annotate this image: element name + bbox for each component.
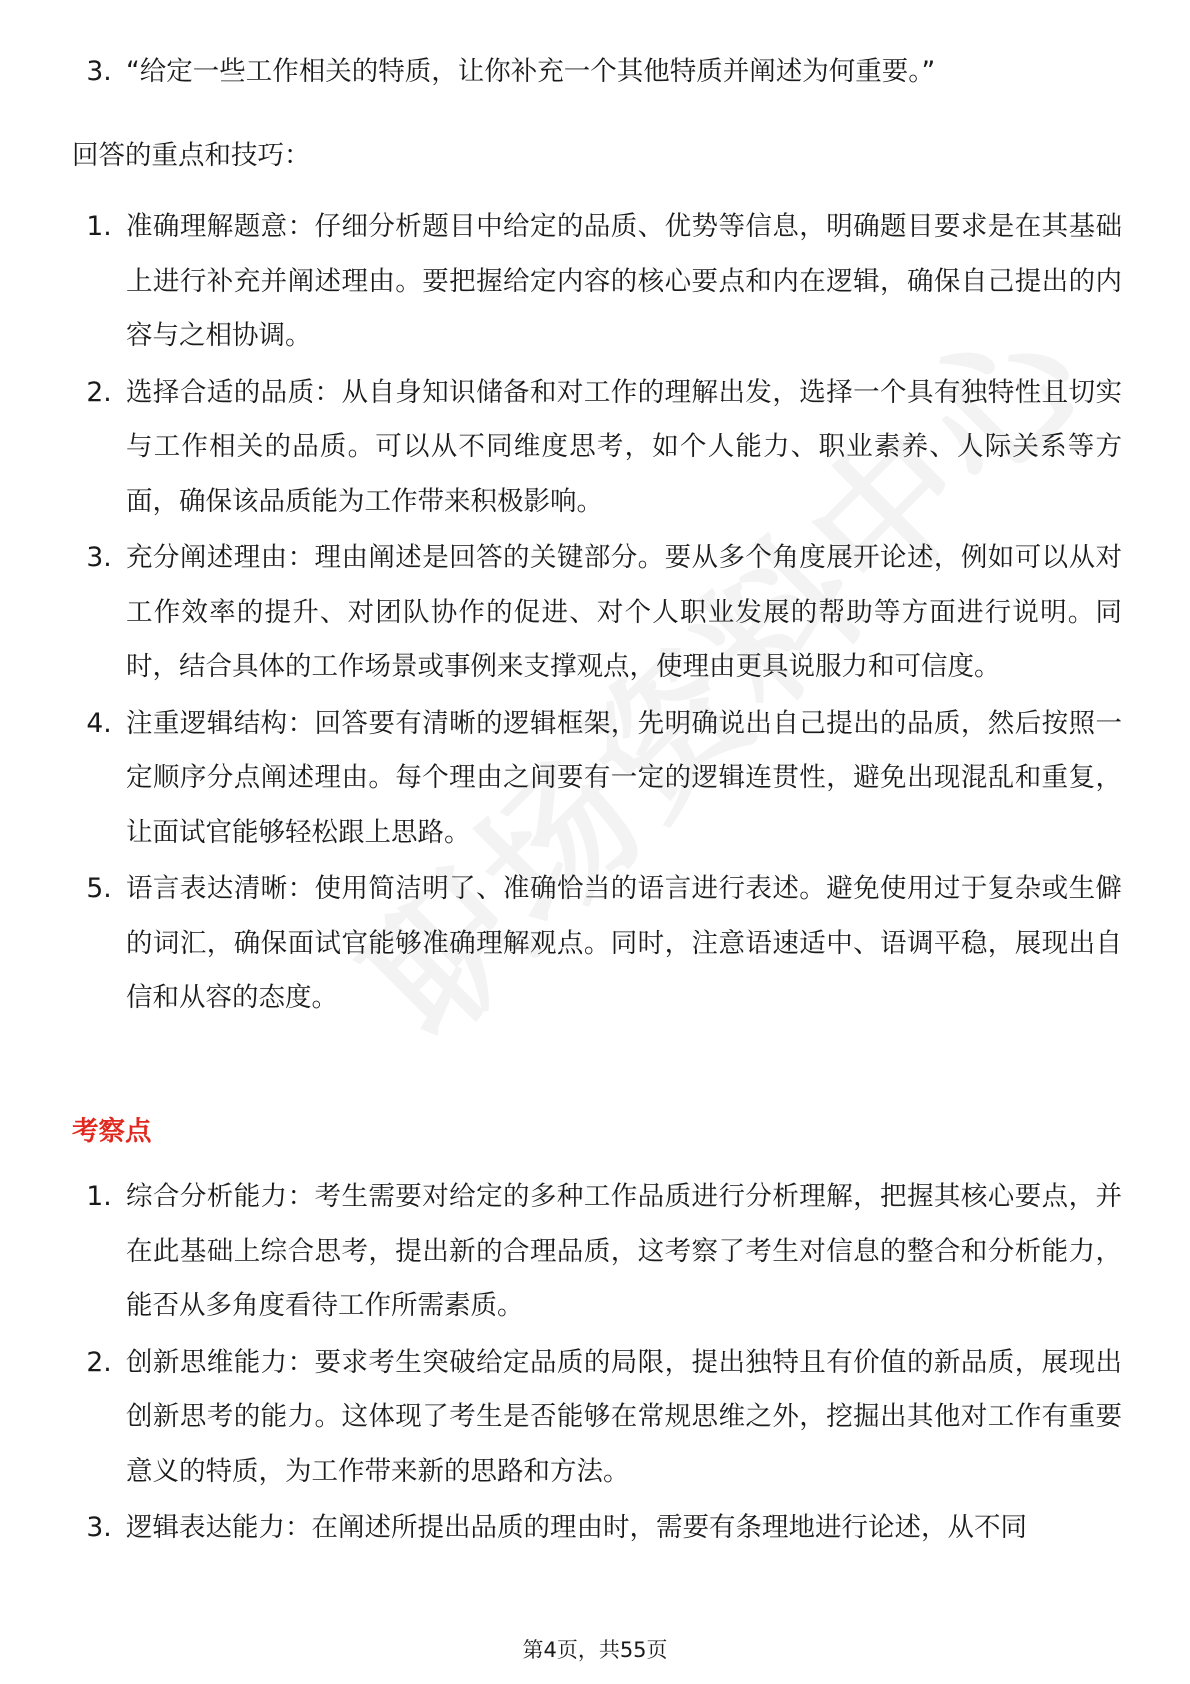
list-item-text: 综合分析能力：考生需要对给定的多种工作品质进行分析理解，把握其核心要点，并在此基础上综合思考，提出新的合理品质，这考察了考生对信息的整合和分析能力，能否从多角度看待工作所需素质。: [126, 1181, 1122, 1321]
list-item: [72, 531, 1122, 695]
assessment-points-list: [72, 1170, 1122, 1558]
list-item: [72, 200, 1122, 364]
list-item-text: 语言表达清晰：使用简洁明了、准确恰当的语言进行表述。避免使用过于复杂或生僻的词汇，确保面试官能够准确理解观点。同时，注意语速适中、语调平稳，展现出自信和从容的态度。: [126, 873, 1122, 1013]
tips-heading: 回答的重点和技巧：: [72, 140, 311, 171]
tips-list: [72, 200, 1122, 1028]
list-item: [72, 697, 1122, 861]
intro-list-item: [72, 52, 1122, 92]
page-number-footer: 第4页，共55页: [522, 1638, 668, 1662]
list-number: 3.: [86, 1512, 112, 1543]
list-item-text: 创新思维能力：要求考生突破给定品质的局限，提出独特且有价值的新品质，展现出创新思考的能力。这体现了考生是否能够在常规思维之外，挖掘出其他对工作有重要意义的特质，为工作带来新的思路和方法。: [126, 1346, 1122, 1487]
list-item: [72, 1501, 1122, 1556]
list-item: [72, 1336, 1122, 1500]
list-item-text: 注重逻辑结构：回答要有清晰的逻辑框架，先明确说出自己提出的品质，然后按照一定顺序分点阐述理由。每个理由之间要有一定的逻辑连贯性，避免出现混乱和重复，让面试官能够轻松跟上思路。: [126, 707, 1122, 848]
assessment-points-heading: 考察点: [72, 1116, 152, 1147]
list-number: 3.: [86, 56, 112, 87]
list-number: 4.: [86, 707, 112, 739]
list-number: 3.: [86, 542, 112, 573]
list-item: [72, 862, 1122, 1026]
list-number: 5.: [86, 873, 112, 904]
list-item-text: “给定一些工作相关的特质，让你补充一个其他特质并阐述为何重要。”: [126, 56, 936, 87]
list-item-text: 准确理解题意：仔细分析题目中给定的品质、优势等信息，明确题目要求是在其基础上进行补充并阐述理由。要把握给定内容的核心要点和内在逻辑，确保自己提出的内容与之相协调。: [126, 211, 1122, 351]
list-item-text: 充分阐述理由：理由阐述是回答的关键部分。要从多个角度展开论述，例如可以从对工作效率的提升、对团队协作的促进、对个人职业发展的帮助等方面进行说明。同时，结合具体的工作场景或事例来支撑观点，使理由更具说服力和可信度。: [126, 542, 1122, 682]
list-number: 2.: [86, 376, 112, 408]
list-number: 2.: [86, 1346, 112, 1378]
list-number: 1.: [86, 1181, 112, 1212]
list-number: 1.: [86, 211, 112, 242]
list-item: [72, 366, 1122, 530]
list-item-text: 逻辑表达能力：在阐述所提出品质的理由时，需要有条理地进行论述，从不同: [126, 1512, 1027, 1543]
list-item: [72, 1170, 1122, 1334]
list-item-text: 选择合适的品质：从自身知识储备和对工作的理解出发，选择一个具有独特性且切实与工作相关的品质。可以从不同维度思考，如个人能力、职业素养、人际关系等方面，确保该品质能为工作带来积极影响。: [126, 376, 1122, 517]
